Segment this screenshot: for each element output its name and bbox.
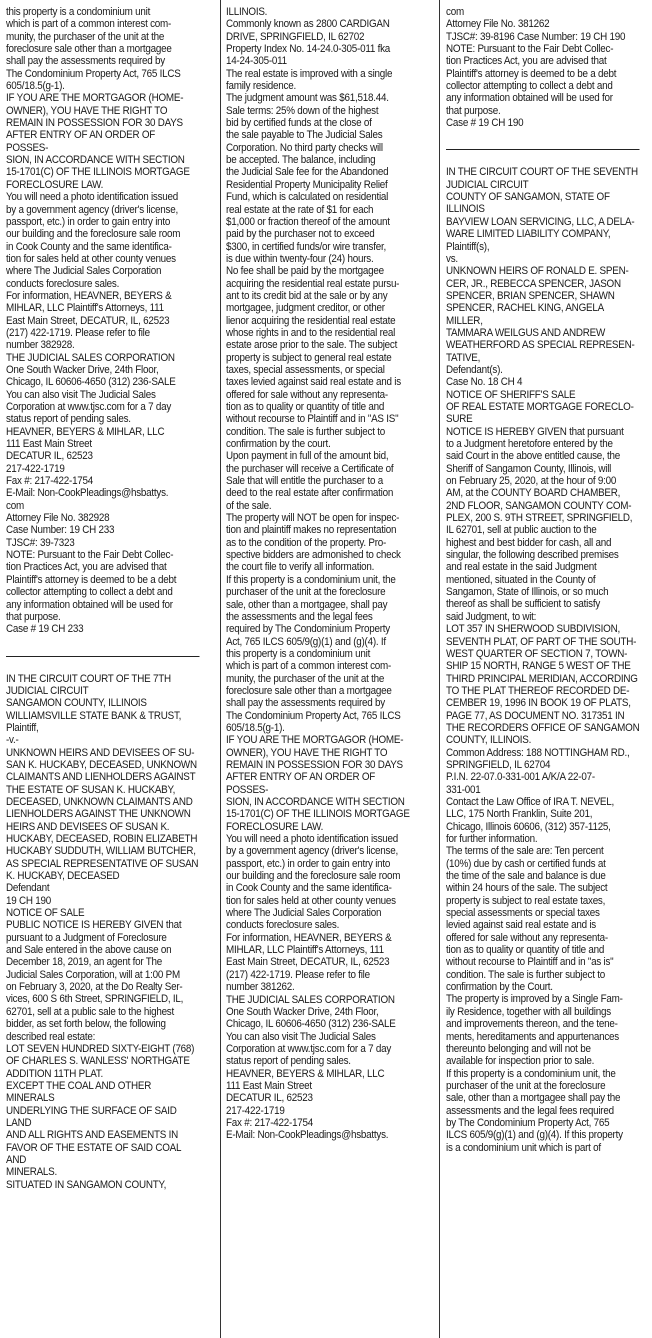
notice-line: 605/18.5(g-1). bbox=[226, 721, 285, 734]
notice-line: condition. The sale is further subject to bbox=[446, 968, 605, 981]
notice-line: conducts foreclosure sales. bbox=[226, 919, 340, 932]
notice-line: special assessments or special taxes bbox=[446, 907, 600, 920]
notice-line: DECATUR IL, 62523 bbox=[6, 450, 93, 463]
notice-line: 111 East Main Street bbox=[6, 438, 92, 451]
notice-line: The Condominium Property Act, 765 ILCS bbox=[226, 709, 401, 722]
notice-line: COUNTY, ILLINOIS. bbox=[446, 734, 532, 747]
notice-line: said Judgment, to wit: bbox=[446, 610, 537, 623]
notice-separator-rule bbox=[6, 656, 199, 657]
legal-notice-block bbox=[6, 6, 199, 636]
notice-line: OWNER), YOU HAVE THE RIGHT TO bbox=[226, 746, 388, 759]
notice-line: TJSC#: 39-7323 bbox=[6, 536, 75, 549]
notice-line: said Court in the above entitled cause, the bbox=[446, 450, 621, 463]
notice-line: tion for sales held at other county venues bbox=[226, 894, 396, 907]
notice-line: TO THE PLAT THEREOF RECORDED DE- bbox=[446, 684, 630, 697]
notice-line: JUDICIAL CIRCUIT bbox=[6, 684, 89, 697]
notice-line: deed to the real estate after confirmation bbox=[226, 487, 394, 500]
notice-line: WEST QUARTER OF SECTION 7, TOWN- bbox=[446, 647, 628, 660]
notice-line: number 382928. bbox=[6, 339, 75, 352]
notice-line: One South Wacker Drive, 24th Floor, bbox=[226, 1005, 379, 1018]
notice-line: where The Judicial Sales Corporation bbox=[226, 907, 382, 920]
notice-line: com bbox=[446, 6, 464, 18]
notice-line: 15-1701(C) OF THE ILLINOIS MORTGAGE bbox=[226, 808, 410, 821]
notice-line: Sale that will entitle the purchaser to a bbox=[226, 475, 383, 488]
notice-line: on February 3, 2020, at the Do Realty Ser- bbox=[6, 981, 183, 994]
notice-line: number 381262. bbox=[226, 981, 295, 994]
notice-line: East Main Street, DECATUR, IL, 62523 bbox=[226, 956, 390, 969]
notice-line: PLEX, 200 S. 9TH STREET, SPRINGFIELD, bbox=[446, 512, 633, 525]
notice-line: this property is a condominium unit bbox=[226, 647, 371, 660]
notice-line: Chicago, IL 60606-4650 (312) 236-SALE bbox=[226, 1018, 396, 1031]
text-column-1 bbox=[6, 6, 199, 1191]
notice-line: 2ND FLOOR, SANGAMON COUNTY COM- bbox=[446, 499, 632, 512]
notice-line: SEVENTH PLAT, OF PART OF THE SOUTH- bbox=[446, 635, 637, 648]
notice-line: status report of pending sales. bbox=[226, 1055, 351, 1068]
notice-line: acquiring the residential real estate pursu- bbox=[226, 277, 400, 290]
notice-line: property is subject to real estate taxes, bbox=[446, 894, 606, 907]
notice-line: within 24 hours of the sale. The subject bbox=[446, 882, 608, 895]
notice-line: 14-24-305-011 bbox=[226, 55, 287, 68]
notice-line: the court file to verify all information. bbox=[226, 561, 375, 574]
notice-line: to a Judgment heretofore entered by the bbox=[446, 438, 613, 450]
notice-line: in Cook County and the same identifica- bbox=[226, 882, 392, 895]
notice-line: without recourse to Plaintiff and in "AS IS" bbox=[226, 413, 399, 426]
notice-line: shall pay the assessments required by bbox=[6, 55, 165, 68]
notice-line: AFTER ENTRY OF AN ORDER OF POSSES- bbox=[6, 129, 156, 154]
notice-line: FORECLOSURE LAW. bbox=[6, 178, 104, 191]
notice-line: HUCKABY, DECEASED, ROBIN ELIZABETH bbox=[6, 833, 198, 845]
notice-line: tion and plaintiff makes no representation bbox=[226, 524, 397, 537]
notice-line: singular, the following described premises bbox=[446, 549, 619, 562]
notice-line: 605/18.5(g-1). bbox=[6, 80, 65, 93]
notice-line: munity, the purchaser of the unit at the bbox=[226, 672, 385, 685]
notice-line: the Judicial Sale fee for the Abandoned bbox=[226, 166, 389, 179]
notice-line: levied against said real estate and is bbox=[446, 919, 597, 932]
notice-line: Fund, which is calculated on residential bbox=[226, 191, 389, 204]
notice-line: Sangamon, State of Illinois, or so much bbox=[446, 586, 609, 599]
notice-line: foreclosure sale other than a mortgagee bbox=[6, 43, 172, 56]
notice-line: NOTICE OF SALE bbox=[6, 907, 85, 920]
text-column-3 bbox=[446, 6, 639, 1154]
notice-line: for further information. bbox=[446, 833, 538, 845]
notice-line: TJSC#: 39-8196 Case Number: 19 CH 190 bbox=[446, 30, 626, 43]
notice-line: AFTER ENTRY OF AN ORDER OF POSSES- bbox=[226, 771, 376, 796]
notice-line: the time of the sale and balance is due bbox=[446, 870, 606, 883]
notice-line: HEIRS AND DEVISEES OF SUSAN K. bbox=[6, 820, 170, 833]
notice-line: One South Wacker Drive, 24th Floor, bbox=[6, 363, 159, 376]
legal-notice-block bbox=[226, 6, 419, 1142]
notice-line: SITUATED IN SANGAMON COUNTY, bbox=[6, 1178, 167, 1191]
notice-line: purchaser of the unit at the foreclosure bbox=[446, 1079, 606, 1092]
notice-line: IN THE CIRCUIT COURT OF THE SEVENTH bbox=[446, 166, 638, 179]
notice-line: this property is a condominium unit bbox=[6, 6, 151, 18]
notice-line: NOTE: Pursuant to the Fair Debt Collec- bbox=[446, 43, 614, 56]
notice-line: vices, 600 S 6th Street, SPRINGFIELD, IL, bbox=[6, 993, 184, 1006]
notice-line: THE RECORDERS OFFICE OF SANGAMON bbox=[446, 721, 640, 734]
notice-line: The terms of the sale are: Ten percent bbox=[446, 845, 604, 858]
notice-line: is a condominium unit which is part of bbox=[446, 1141, 601, 1154]
notice-line: -v.- bbox=[6, 734, 19, 747]
notice-line: collector attempting to collect a debt and bbox=[446, 80, 613, 93]
notice-line: REMAIN IN POSSESSION FOR 30 DAYS bbox=[6, 117, 183, 130]
notice-line: ments, hereditaments and appurtenances bbox=[446, 1030, 620, 1043]
notice-line: our building and the foreclosure sale room bbox=[6, 228, 181, 241]
notice-line: 19 CH 190 bbox=[6, 894, 52, 907]
notice-line: and Sale entered in the above cause on bbox=[6, 944, 172, 957]
notice-line: TATIVE, bbox=[446, 351, 481, 364]
notice-line: passport, etc.) in order to gain entry into bbox=[6, 215, 171, 228]
notice-line: Sale terms: 25% down of the highest bbox=[226, 104, 379, 117]
notice-line: K. HUCKABY, DECEASED bbox=[6, 870, 120, 883]
notice-line: Plaintiff's attorney is deemed to be a debt bbox=[446, 67, 617, 80]
notice-line: LOT SEVEN HUNDRED SIXTY-EIGHT (768) bbox=[6, 1042, 195, 1055]
notice-line: WARE LIMITED LIABILITY COMPANY, bbox=[446, 228, 611, 241]
notice-line: IF YOU ARE THE MORTGAGOR (HOME- bbox=[6, 92, 184, 105]
notice-line: DECEASED, UNKNOWN CLAIMANTS AND bbox=[6, 795, 193, 808]
notice-line: UNDERLYING THE SURFACE OF SAID LAND bbox=[6, 1104, 177, 1129]
notice-line: and improvements thereon, and the tene- bbox=[446, 1018, 618, 1031]
notice-line: tion for sales held at other county venues bbox=[6, 252, 176, 265]
notice-line: and real estate in the said Judgment bbox=[446, 561, 597, 574]
notice-line: family residence. bbox=[226, 80, 296, 93]
notice-line: The property will NOT be open for inspec- bbox=[226, 512, 400, 525]
notice-line: Case # 19 CH 190 bbox=[446, 117, 524, 130]
notice-line: lienor acquiring the residential real estate bbox=[226, 314, 396, 327]
notice-line: The Condominium Property Act, 765 ILCS bbox=[6, 67, 181, 80]
notice-line: SANGAMON COUNTY, ILLINOIS bbox=[6, 697, 147, 710]
notice-line: IF YOU ARE THE MORTGAGOR (HOME- bbox=[226, 734, 404, 747]
notice-line: sale, other than a mortgagee, shall pay bbox=[226, 598, 388, 611]
notice-line: TAMMARA WEILGUS AND ANDREW bbox=[446, 326, 606, 339]
notice-line: is due within twenty-four (24) hours. bbox=[226, 252, 374, 265]
notice-line: The real estate is improved with a single bbox=[226, 67, 393, 80]
notice-line: Chicago, IL 60606-4650 (312) 236-SALE bbox=[6, 376, 176, 389]
notice-line: MIHLAR, LLC Plaintiff's Attorneys, 111 bbox=[226, 944, 384, 957]
notice-line: without recourse to Plaintiff and in "as is" bbox=[446, 956, 614, 969]
notice-line: LLC, 175 North Franklin, Suite 201, bbox=[446, 808, 593, 821]
notice-line: The property is improved by a Single Fam- bbox=[446, 993, 623, 1006]
notice-line: $300, in certified funds/or wire transfer, bbox=[226, 240, 387, 253]
notice-line: foreclosure sale other than a mortgagee bbox=[226, 684, 392, 697]
notice-line: P.I.N. 22-07.0-331-001 A/K/A 22-07- bbox=[446, 771, 595, 784]
notice-line: taxes levied against said real estate and is bbox=[226, 376, 401, 389]
notice-line: SAN K. HUCKABY, DECEASED, UNKNOWN bbox=[6, 758, 197, 771]
notice-line: thereof as shall be sufficient to satisfy bbox=[446, 598, 601, 611]
notice-line: CER, JR., REBECCA SPENCER, JASON bbox=[446, 277, 621, 290]
notice-line: COUNTY OF SANGAMON, STATE OF bbox=[446, 191, 610, 204]
notice-line: the sale payable to The Judicial Sales bbox=[226, 129, 383, 142]
notice-line: SION, IN ACCORDANCE WITH SECTION bbox=[6, 154, 185, 167]
notice-line: You can also visit The Judicial Sales bbox=[226, 1030, 376, 1043]
notice-line: by a government agency (driver's license, bbox=[6, 203, 178, 216]
notice-line: Chicago, Illinois 60606, (312) 357-1125, bbox=[446, 820, 611, 833]
notice-line: offered for sale without any representa- bbox=[446, 931, 608, 944]
notice-line: Case No. 18 CH 4 bbox=[446, 376, 523, 389]
notice-line: taxes, special assessments, or special bbox=[226, 363, 385, 376]
notice-line: 111 East Main Street bbox=[226, 1079, 312, 1092]
notice-line: Plaintiff, bbox=[6, 721, 39, 734]
notice-line: Defendant(s). bbox=[446, 363, 503, 376]
notice-line: No fee shall be paid by the mortgagee bbox=[226, 265, 384, 278]
notice-line: Plaintiff(s), bbox=[446, 240, 490, 253]
notice-line: Fax #: 217-422-1754 bbox=[226, 1116, 314, 1129]
notice-line: AS SPECIAL REPRESENTATIVE OF SUSAN bbox=[6, 857, 199, 870]
notice-line: SION, IN ACCORDANCE WITH SECTION bbox=[226, 796, 405, 808]
notice-line: AND ALL RIGHTS AND EASEMENTS IN bbox=[6, 1129, 179, 1142]
notice-line: estate arose prior to the sale. The subject bbox=[226, 339, 398, 352]
notice-line: 331-001 bbox=[446, 783, 481, 796]
notice-line: Plaintiff's attorney is deemed to be a debt bbox=[6, 573, 177, 586]
notice-line: NOTICE OF SHERIFF'S SALE bbox=[446, 388, 576, 401]
notice-line: You can also visit The Judicial Sales bbox=[6, 388, 156, 401]
notice-line: E-Mail: Non-CookPleadings@hsbattys. bbox=[6, 487, 169, 500]
notice-line: status report of pending sales. bbox=[6, 413, 131, 426]
notice-line: mentioned, situated in the County of bbox=[446, 573, 596, 586]
notice-line: JUDICIAL CIRCUIT bbox=[446, 178, 529, 191]
notice-line: our building and the foreclosure sale room bbox=[226, 870, 401, 883]
notice-line: December 18, 2019, an agent for The bbox=[6, 956, 162, 969]
notice-line: ant to its credit bid at the sale or by any bbox=[226, 289, 388, 302]
notice-line: which is part of a common interest com- bbox=[6, 18, 172, 31]
notice-line: by a government agency (driver's license, bbox=[226, 845, 398, 858]
notice-line: Corporation at www.tjsc.com for a 7 day bbox=[6, 401, 172, 413]
notice-line: DECATUR IL, 62523 bbox=[226, 1092, 313, 1105]
notice-line: Act, 765 ILCS 605/9(g)(1) and (g)(4). If bbox=[226, 635, 386, 648]
notice-line: tion Practices Act, you are advised that bbox=[6, 561, 167, 574]
notice-line: THE JUDICIAL SALES CORPORATION bbox=[6, 351, 175, 364]
notice-line: PAGE 77, AS DOCUMENT NO. 317351 IN bbox=[446, 709, 625, 722]
notice-line: FORECLOSURE LAW. bbox=[226, 820, 324, 833]
notice-line: HUCKABY SUDDUTH, WILLIAM BUTCHER, bbox=[6, 845, 196, 858]
notice-line: BAYVIEW LOAN SERVICING, LLC, A DELA- bbox=[446, 215, 635, 228]
notice-line: THE ESTATE OF SUSAN K. HUCKABY, bbox=[6, 783, 176, 796]
notice-line: Corporation at www.tjsc.com for a 7 day bbox=[226, 1042, 392, 1055]
notice-line: ILLINOIS bbox=[446, 203, 485, 216]
notice-line: collector attempting to collect a debt and bbox=[6, 586, 173, 599]
notice-line: sale, other than a mortgagee shall pay the bbox=[446, 1092, 621, 1105]
notice-line: (10%) due by cash or certified funds at bbox=[446, 857, 606, 870]
notice-line: Upon payment in full of the amount bid, bbox=[226, 450, 389, 463]
notice-line: Judicial Sales Corporation, will at 1:00 PM bbox=[6, 968, 180, 981]
notice-line: IN THE CIRCUIT COURT OF THE 7TH bbox=[6, 672, 171, 685]
notice-line: which is part of a common interest com- bbox=[226, 660, 392, 673]
notice-line: SURE bbox=[446, 413, 473, 426]
notice-line: Defendant bbox=[6, 882, 50, 895]
notice-line: MINERALS. bbox=[6, 1166, 58, 1179]
notice-line: 62701, sell at a public sale to the highest bbox=[6, 1005, 175, 1018]
notice-line: UNKNOWN HEIRS OF RONALD E. SPEN- bbox=[446, 265, 629, 278]
notice-separator-rule bbox=[446, 149, 639, 150]
notice-line: If this property is a condominium unit, the bbox=[446, 1067, 616, 1080]
notice-line: LOT 357 IN SHERWOOD SUBDIVISION, bbox=[446, 623, 620, 636]
notice-line: as to the condition of the property. Pro- bbox=[226, 536, 387, 549]
notice-line: required by The Condominium Property bbox=[226, 623, 390, 636]
notice-line: ILLINOIS. bbox=[226, 6, 268, 18]
notice-line: any information obtained will be used for bbox=[6, 598, 173, 611]
notice-line: MIHLAR, LLC Plaintiff's Attorneys, 111 bbox=[6, 302, 164, 315]
notice-line: on February 25, 2020, at the hour of 9:00 bbox=[446, 475, 617, 488]
notice-line: WILLIAMSVILLE STATE BANK & TRUST, bbox=[6, 709, 182, 722]
column-divider bbox=[220, 0, 221, 1338]
notice-line: Corporation. No third party checks will bbox=[226, 141, 383, 154]
notice-line: HEAVNER, BEYERS & MIHLAR, LLC bbox=[6, 425, 165, 438]
notice-line: Fax #: 217-422-1754 bbox=[6, 475, 94, 488]
notice-line: E-Mail: Non-CookPleadings@hsbattys. bbox=[226, 1129, 389, 1142]
notice-line: tion as to quality or quantity of title and bbox=[226, 401, 385, 413]
notice-line: (217) 422-1719. Please refer to file bbox=[6, 326, 150, 339]
notice-line: OWNER), YOU HAVE THE RIGHT TO bbox=[6, 104, 168, 117]
notice-line: REMAIN IN POSSESSION FOR 30 DAYS bbox=[226, 758, 403, 771]
notice-line: Property Index No. 14-24.0-305-011 fka bbox=[226, 43, 391, 56]
notice-line: assessments and the legal fees required bbox=[446, 1104, 614, 1117]
notice-line: passport, etc.) in order to gain entry into bbox=[226, 857, 391, 870]
notice-line: by The Condominium Property Act, 765 bbox=[446, 1116, 610, 1129]
notice-line: Common Address: 188 NOTTINGHAM RD., bbox=[446, 746, 630, 759]
notice-line: the assessments and the legal fees bbox=[226, 610, 373, 623]
notice-line: Case # 19 CH 233 bbox=[6, 623, 84, 636]
legal-notice-block bbox=[6, 673, 199, 1191]
notice-line: DRIVE, SPRINGFIELD, IL 62702 bbox=[226, 30, 365, 43]
notice-line: NOTE: Pursuant to the Fair Debt Collec- bbox=[6, 549, 174, 562]
notice-line: ily Residence, together with all buildings bbox=[446, 1005, 611, 1018]
notice-line: NOTICE IS HEREBY GIVEN that pursuant bbox=[446, 425, 624, 438]
notice-line: of the sale. bbox=[226, 499, 272, 512]
notice-line: bid by certified funds at the close of bbox=[226, 117, 372, 130]
notice-line: 217-422-1719 bbox=[6, 462, 65, 475]
notice-line: mortgagee, judgment creditor, or other bbox=[226, 302, 385, 315]
notice-line: CLAIMANTS AND LIENHOLDERS AGAINST bbox=[6, 771, 196, 784]
notice-line: 15-1701(C) OF THE ILLINOIS MORTGAGE bbox=[6, 166, 190, 179]
notice-line: described real estate: bbox=[6, 1030, 96, 1043]
notice-line: PUBLIC NOTICE IS HEREBY GIVEN that bbox=[6, 919, 182, 932]
notice-line: LIENHOLDERS AGAINST THE UNKNOWN bbox=[6, 808, 191, 821]
notice-line: AM, at the COUNTY BOARD CHAMBER, bbox=[446, 487, 621, 500]
notice-line: tion Practices Act, you are advised that bbox=[446, 55, 607, 68]
notice-line: SHIP 15 NORTH, RANGE 5 WEST OF THE bbox=[446, 660, 631, 673]
notice-line: munity, the purchaser of the unit at the bbox=[6, 30, 165, 43]
notice-line: The judgment amount was $61,518.44. bbox=[226, 92, 389, 105]
notice-line: (217) 422-1719. Please refer to file bbox=[226, 968, 370, 981]
notice-line: EXCEPT THE COAL AND OTHER MINERALS bbox=[6, 1079, 152, 1105]
notice-line: FAVOR OF THE ESTATE OF SAID COAL AND bbox=[6, 1141, 181, 1166]
legal-notice-block bbox=[446, 166, 639, 1154]
notice-line: Contact the Law Office of IRA T. NEVEL, bbox=[446, 795, 615, 808]
notice-line: confirmation by the Court. bbox=[446, 981, 553, 994]
text-column-2 bbox=[226, 6, 419, 1142]
notice-line: Attorney File No. 381262 bbox=[446, 18, 550, 31]
notice-line: condition. The sale is further subject to bbox=[226, 425, 385, 438]
notice-line: confirmation by the court. bbox=[226, 438, 331, 451]
notice-line: Commonly known as 2800 CARDIGAN bbox=[226, 18, 390, 31]
notice-line: HEAVNER, BEYERS & MIHLAR, LLC bbox=[226, 1067, 385, 1080]
notice-line: highest and best bidder for cash, all and bbox=[446, 536, 612, 549]
notice-line: that purpose. bbox=[6, 610, 61, 623]
notice-line: available for inspection prior to sale. bbox=[446, 1055, 595, 1068]
notice-line: pursuant to a Judgment of Foreclosure bbox=[6, 931, 167, 944]
notice-line: $1,000 or fraction thereof of the amount bbox=[226, 215, 390, 228]
notice-line: THIRD PRINCIPAL MERIDIAN, ACCORDING bbox=[446, 672, 638, 685]
notice-line: where The Judicial Sales Corporation bbox=[6, 265, 162, 278]
notice-line: that purpose. bbox=[446, 104, 501, 117]
notice-line: ILCS 605/9(g)(1) and (g)(4). If this property bbox=[446, 1129, 623, 1142]
notice-line: in Cook County and the same identifica- bbox=[6, 240, 172, 253]
notice-line: SPENCER, BRIAN SPENCER, SHAWN bbox=[446, 289, 615, 302]
notice-line: whose rights in and to the residential real bbox=[226, 326, 396, 339]
notice-line: East Main Street, DECATUR, IL, 62523 bbox=[6, 314, 170, 327]
notice-line: tion as to quality or quantity of title and bbox=[446, 944, 605, 957]
notice-line: CEMBER 19, 1996 IN BOOK 19 OF PLATS, bbox=[446, 697, 631, 710]
notice-line: property is subject to general real estate bbox=[226, 351, 392, 364]
notice-line: THE JUDICIAL SALES CORPORATION bbox=[226, 993, 395, 1006]
notice-line: real estate at the rate of $1 for each bbox=[226, 203, 374, 216]
notice-line: the purchaser will receive a Certificate of bbox=[226, 462, 394, 475]
notice-line: com bbox=[6, 499, 24, 512]
notice-line: offered for sale without any representa- bbox=[226, 388, 388, 401]
notice-line: Attorney File No. 382928 bbox=[6, 512, 110, 525]
notice-line: OF CHARLES S. WANLESS' NORTHGATE bbox=[6, 1055, 190, 1068]
notice-line: Sheriff of Sangamon County, Illinois, will bbox=[446, 462, 612, 475]
notice-line: spective bidders are admonished to check bbox=[226, 549, 401, 562]
notice-line: SPENCER, RACHEL KING, ANGELA MILLER, bbox=[446, 302, 604, 327]
notice-line: You will need a photo identification issued bbox=[226, 833, 399, 846]
notice-line: any information obtained will be used for bbox=[446, 92, 613, 105]
notice-line: Case Number: 19 CH 233 bbox=[6, 524, 115, 537]
notice-line: IL 62701, sell at public auction to the bbox=[446, 524, 597, 537]
notice-line: paid by the purchaser not to exceed bbox=[226, 228, 375, 241]
notice-line: For information, HEAVNER, BEYERS & bbox=[6, 289, 172, 302]
notice-line: shall pay the assessments required by bbox=[226, 697, 385, 710]
notice-line: conducts foreclosure sales. bbox=[6, 277, 120, 290]
notice-line: You will need a photo identification issued bbox=[6, 191, 179, 204]
notice-line: UNKNOWN HEIRS AND DEVISEES OF SU- bbox=[6, 746, 195, 759]
notice-line: OF REAL ESTATE MORTGAGE FORECLO- bbox=[446, 400, 634, 413]
notice-line: bidder, as set forth below, the following bbox=[6, 1018, 166, 1031]
notice-line: thereunto belonging and will not be bbox=[446, 1042, 591, 1055]
column-divider bbox=[439, 0, 440, 1338]
notice-line: 217-422-1719 bbox=[226, 1104, 285, 1117]
notice-line: be accepted. The balance, including bbox=[226, 154, 376, 167]
notice-line: SPRINGFIELD, IL 62704 bbox=[446, 758, 551, 771]
notice-line: purchaser of the unit at the foreclosure bbox=[226, 586, 386, 599]
legal-notice-block bbox=[446, 6, 639, 129]
notice-line: WEATHERFORD AS SPECIAL REPRESEN- bbox=[446, 339, 635, 352]
notice-line: vs. bbox=[446, 252, 458, 265]
notice-line: Residential Property Municipality Relief bbox=[226, 178, 388, 191]
notice-line: If this property is a condominium unit, the bbox=[226, 573, 396, 586]
notice-line: ADDITION 11TH PLAT. bbox=[6, 1067, 104, 1080]
notice-line: For information, HEAVNER, BEYERS & bbox=[226, 931, 392, 944]
